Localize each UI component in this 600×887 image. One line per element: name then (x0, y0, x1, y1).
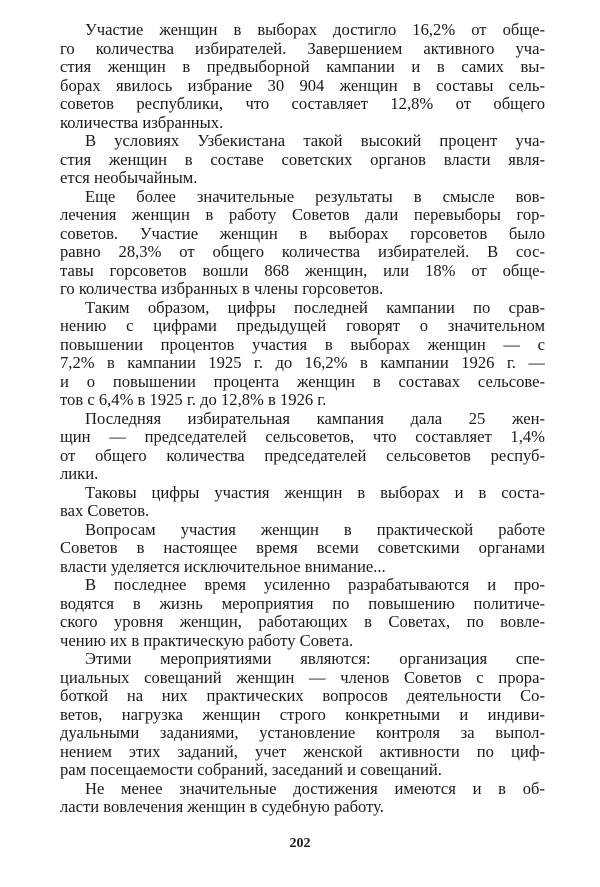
text-line: 7,2% в кампании 1925 г. до 16,2% в кампании 1926 г. — (60, 353, 545, 372)
text-line: Не менее значительные достижения имеются и в об- (85, 778, 545, 798)
text-line: тавы горсоветов вошли 868 женщин, или 18% от обще- (60, 260, 545, 280)
text-line: от общего количества председателей сельсоветов респуб- (60, 445, 545, 465)
paragraph (60, 410, 545, 484)
text-line: Этими мероприятиями являются: организация спе- (85, 649, 545, 668)
paragraph (60, 484, 545, 521)
text-line: дуальными заданиями, установление контроля за выпол- (60, 723, 545, 742)
page-number: 202 (289, 836, 311, 851)
text-line: В условиях Узбекистана такой высокий процент уча- (85, 131, 545, 150)
text-line: циальных совещаний женщин — членов Советов с прора- (60, 667, 545, 687)
text-line: стия женщин в предвыборной кампании и в самих вы- (60, 57, 545, 76)
text-line: нению с цифрами предыдущей говорят о значительном (60, 316, 545, 335)
text-line: советов республики, что составляет 12,8% от общего (60, 94, 545, 113)
text-line: щин — председателей сельсоветов, что составляет 1,4% (60, 427, 545, 446)
text-line: лики. (60, 464, 99, 483)
text-line: ется необычайным. (60, 168, 198, 187)
text-line: власти уделяется исключительное внимание... (60, 556, 386, 576)
paragraph (60, 299, 545, 410)
text-line: и о повышении процента женщин в составах сельсове- (60, 371, 545, 391)
paragraph (60, 650, 545, 780)
text-line: борах явилось избрание 30 904 женщин в составы сель- (60, 75, 545, 95)
text-line: водятся в жизнь мероприятия по повышению политиче- (60, 593, 545, 613)
text-line: повышении процентов участия в выборах женщин — с (60, 334, 545, 354)
text-line: стия женщин в составе советских органов власти явля- (60, 149, 545, 169)
page-body-text (60, 21, 545, 817)
text-line: чению их в практическую работу Совета. (60, 630, 354, 650)
text-line: количества избранных. (60, 112, 224, 132)
text-line: В последнее время усиленно разрабатываются и про- (85, 575, 545, 594)
text-line: советов. Участие женщин в выборах горсоветов было (60, 223, 545, 243)
text-line: го количества избранных в члены горсоветов. (60, 279, 384, 298)
text-line: тов с 6,4% в 1925 г. до 12,8% в 1926 г. (60, 390, 327, 409)
paragraph (60, 21, 545, 132)
paragraph (60, 188, 545, 299)
text-line: нением этих заданий, учет женской активности по циф- (60, 741, 545, 761)
paragraph (60, 132, 545, 188)
text-line: вах Советов. (60, 501, 150, 520)
text-line: Таковы цифры участия женщин в выборах и в соста- (85, 482, 545, 502)
text-line: Участие женщин в выборах достигло 16,2% от обще- (85, 20, 545, 39)
paragraph (60, 576, 545, 650)
text-line: рам посещаемости собраний, заседаний и совещаний. (60, 760, 442, 779)
paragraph (60, 521, 545, 577)
text-line: ласти вовлечения женщин в судебную работу. (60, 797, 384, 816)
text-line: го количества избирателей. Завершением активного уча- (60, 38, 545, 58)
text-line: Последняя избирательная кампания дала 25 жен- (85, 408, 545, 428)
text-line: боткой на них практических вопросов деятельности Со- (60, 686, 545, 705)
text-line: Еще более значительные результаты в смысле вов- (85, 186, 545, 206)
text-line: Таким образом, цифры последней кампании по срав- (85, 297, 545, 317)
text-line: Советов в настоящее время всеми советскими органами (60, 538, 545, 557)
text-line: равно 28,3% от общего количества избирателей. В сос- (60, 242, 545, 261)
paragraph (60, 780, 545, 817)
text-line: лечения женщин в работу Советов дали перевыборы гор- (60, 205, 545, 224)
text-line: ского уровня женщин, работающих в Советах, по вовле- (60, 612, 545, 631)
text-line: ветов, нагрузка женщин строго конкретными и индиви- (60, 704, 545, 724)
text-line: Вопросам участия женщин в практической работе (85, 519, 545, 539)
